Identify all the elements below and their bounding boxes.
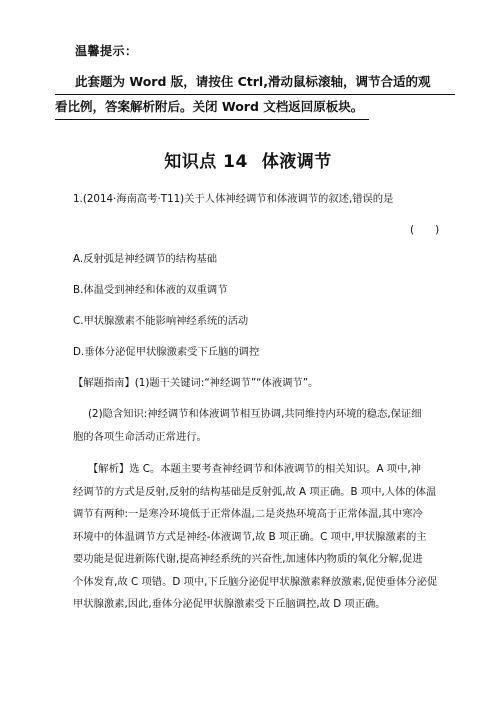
option-c: C.甲状腺激素不能影响神经系统的活动: [73, 315, 249, 327]
analysis-line-4: 环境中的体温调节方式是神经-体液调节,故 B 项正确。C 项中,甲状腺激素的主: [73, 531, 427, 543]
analysis-line-2: 经调节的方式是反射,反射的结构基础是反射弧,故 A 项正确。B 项中,人体的体温: [73, 486, 437, 498]
guide-line-1: 【解题指南】(1)题干关键词:“神经调节”“体液调节”。: [73, 377, 319, 389]
section-topic: 体液调节: [261, 152, 332, 172]
question-stem: 1.(2014·海南高考·T11)关于人体神经调节和体液调节的叙述,错误的是: [73, 193, 394, 205]
answer-bracket: ( ): [410, 224, 440, 236]
analysis-line-3: 调节有两种:一是寒冷环境低于正常体温,二是炎热环境高于正常体温,其中寒冷: [73, 508, 423, 520]
analysis-line-6: 个体发育,故 C 项错。D 项中,下丘脑分泌促甲状腺激素释放激素,促使垂体分泌促: [73, 576, 438, 588]
analysis-line-7: 甲状腺激素,因此,垂体分泌促甲状腺激素受下丘脑调控,故 D 项正确。: [73, 598, 386, 610]
analysis-line-5: 要功能是促进新陈代谢,提高神经系统的兴奋性,加速体内物质的氧化分解,促进: [73, 553, 423, 565]
analysis-line-1: 【解析】选 C。本题主要考查神经调节和体液调节的相关知识。A 项中,神: [88, 463, 421, 475]
option-d: D.垂体分泌促甲状腺激素受下丘脑的调控: [73, 346, 260, 358]
option-b: B.体温受到神经和体液的双重调节: [73, 284, 228, 296]
section-number: 知识点 14: [164, 152, 248, 172]
guide-line-2: (2)隐含知识:神经调节和体液调节相互协调,共同维持内环境的稳态,保证细: [88, 408, 422, 420]
tip-title: 温馨提示：: [75, 44, 138, 58]
word-notice: [55, 70, 455, 120]
notice-line-2: 看比例，答案解析附后。关闭 Word 文档返回原板块。: [55, 95, 369, 120]
option-a: A.反射弧是神经调节的结构基础: [73, 253, 217, 265]
section-title: [0, 147, 496, 172]
guide-line-3: 胞的各项生命活动正常进行。: [73, 431, 207, 443]
notice-line-1: 此套题为 Word 版，请按住 Ctrl,滑动鼠标滚轴，调节合适的观: [55, 70, 455, 95]
